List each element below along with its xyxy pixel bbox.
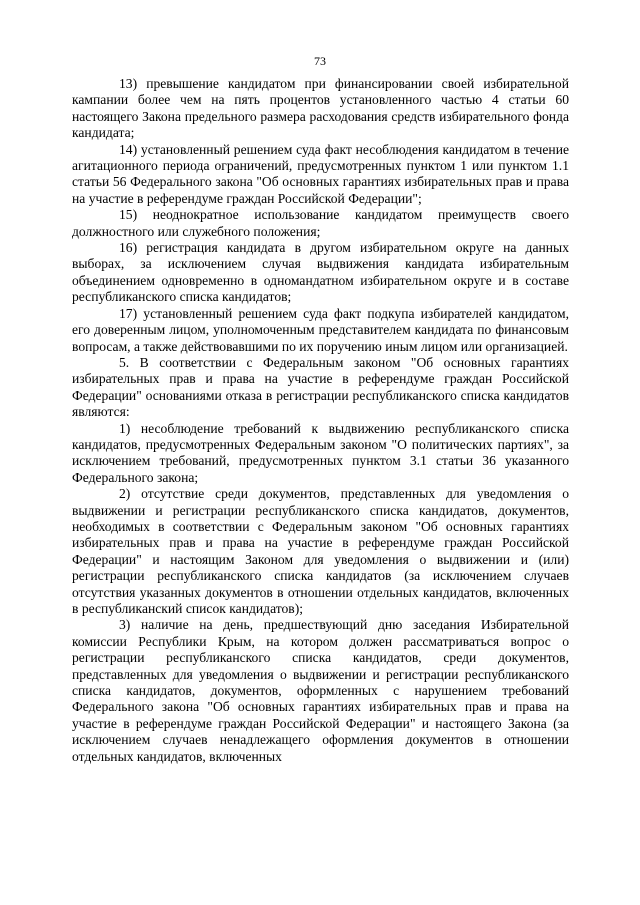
paragraph-item-16: 16) регистрация кандидата в другом избирательном округе на данных выборах, за исключением случая выдвижения кандидата избирательным объединением одновременно в одномандатном избирательном округе и в составе республиканского списка кандидатов; [72, 240, 569, 305]
paragraph-item-17: 17) установленный решением суда факт подкупа избирателей кандидатом, его доверенным лицом, уполномоченным представителем кандидата по финансовым вопросам, а также действовавшими по их поручению иным лицом или организацией. [72, 305, 569, 354]
paragraph-item-15: 15) неоднократное использование кандидатом преимуществ своего должностного или служебного положения; [72, 207, 569, 239]
paragraph-subitem-1: 1) несоблюдение требований к выдвижению республиканского списка кандидатов, предусмотренных Федеральным законом "О политических партиях", за исключением требований, предусмотренных пунктом 3.1 статьи 36 указанного Федерального закона; [72, 420, 569, 485]
paragraph-subitem-3: 3) наличие на день, предшествующий дню заседания Избирательной комиссии Республики Крым, на котором должен рассматриваться вопрос о регистрации республиканского списка кандидатов, среди документов, представленных для уведомления о выдвижении и регистрации республиканского списка кандидатов, документов, оформленных с нарушением требований Федерального закона "Об основных гарантиях избирательных прав и права на участие в референдуме граждан Российской Федерации" и настоящего Закона (за исключением случаев ненадлежащего оформления документов в отношении отдельных кандидатов, включенных [72, 617, 569, 764]
page-number: 73 [314, 54, 326, 68]
document-body [72, 76, 569, 765]
paragraph-item-14: 14) установленный решением суда факт несоблюдения кандидатом в течение агитационного периода ограничений, предусмотренных пунктом 1 или пунктом 1.1 статьи 56 Федерального закона "Об основных гарантиях избирательных прав и права на участие в референдуме граждан Российской Федерации"; [72, 141, 569, 206]
paragraph-item-13: 13) превышение кандидатом при финансировании своей избирательной кампании более чем на пять процентов установленного частью 4 статьи 60 настоящего Закона предельного размера расходования средств избирательного фонда кандидата; [72, 76, 569, 141]
paragraph-section-5: 5. В соответствии с Федеральным законом "Об основных гарантиях избирательных прав и права на участие в референдуме граждан Российской Федерации" основаниями отказа в регистрации республиканского списка кандидатов являются: [72, 354, 569, 420]
paragraph-subitem-2: 2) отсутствие среди документов, представленных для уведомления о выдвижении и регистрации республиканского списка кандидатов, документов, необходимых в соответствии с Федеральным законом "Об основных гарантиях избирательных прав и права на участие в референдуме граждан Российской Федерации" и настоящим Законом для уведомления о выдвижении и (или) регистрации республиканского списка кандидатов (за исключением случаев отсутствия указанных документов в отношении отдельных кандидатов, включенных в республиканский список кандидатов); [72, 486, 569, 616]
